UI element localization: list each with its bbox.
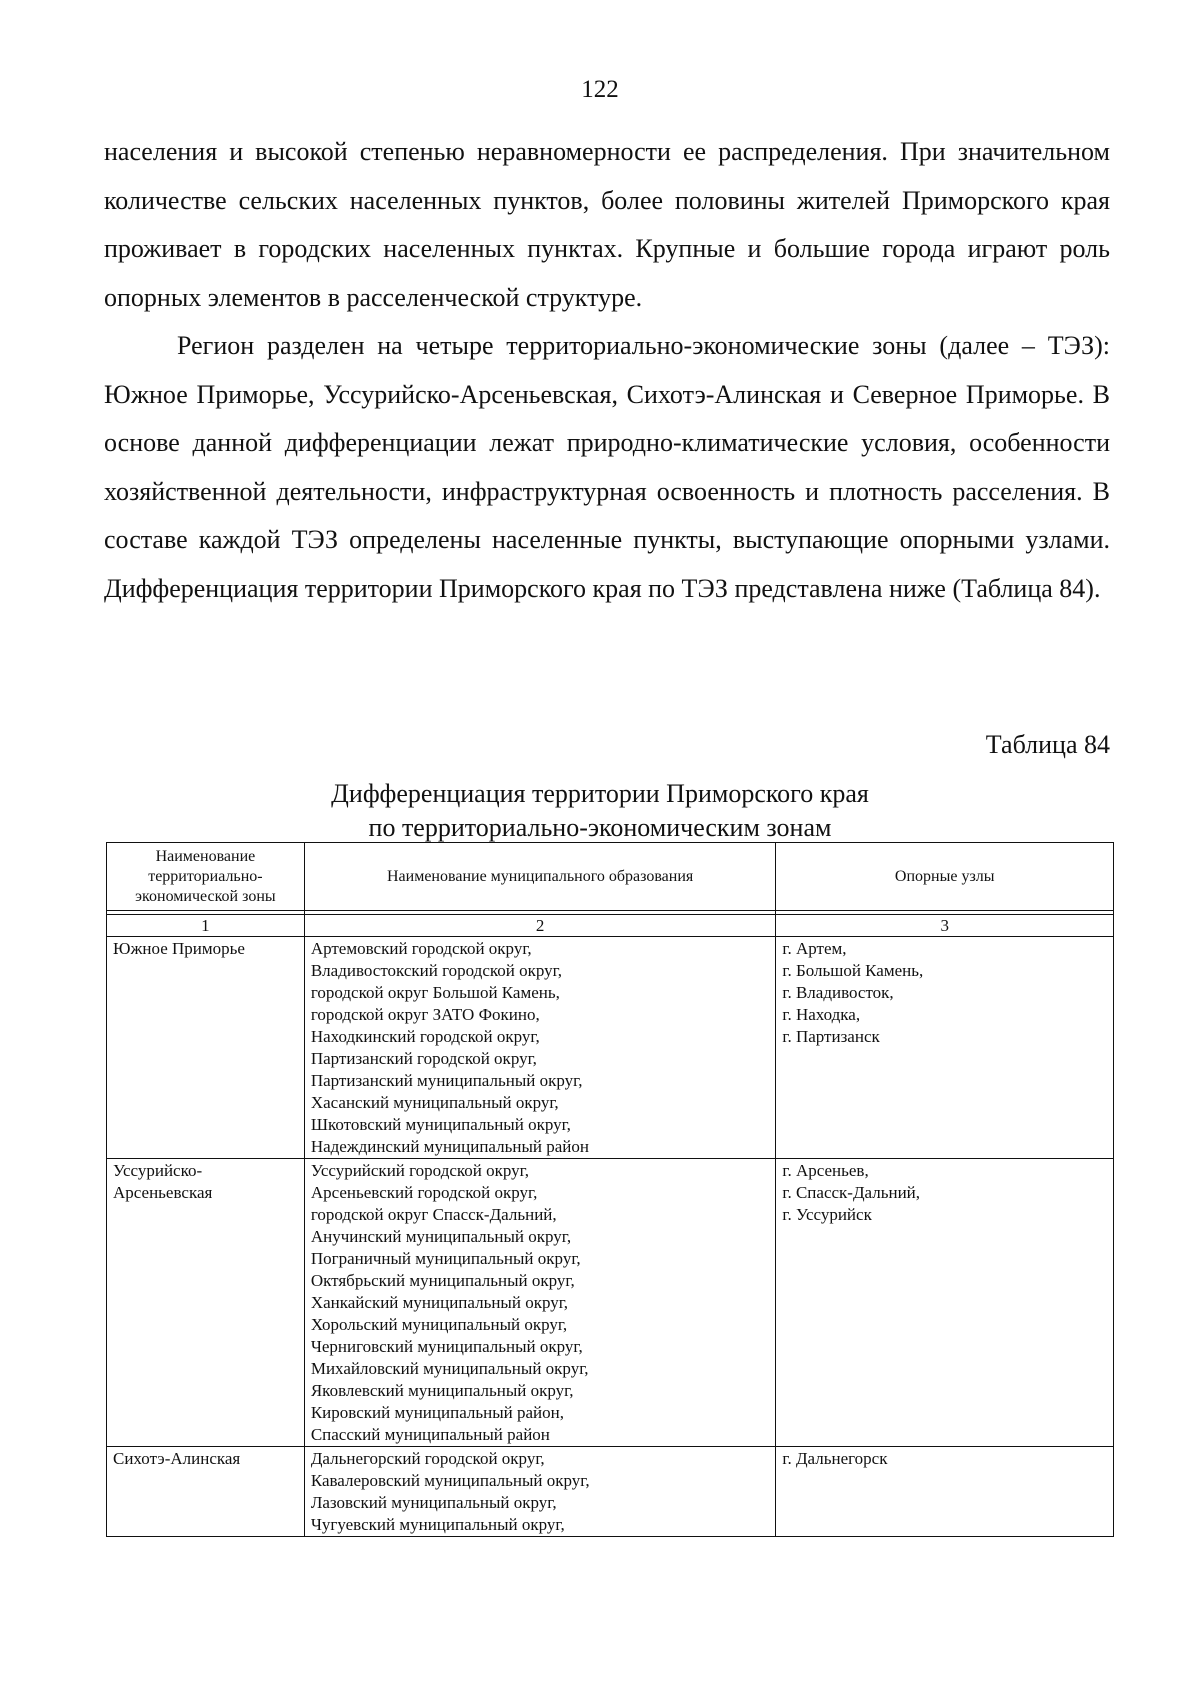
municipalities-cell xyxy=(304,937,776,1159)
node-city: г. Владивосток, xyxy=(782,983,894,1002)
paragraph: Регион разделен на четыре территориально-экономические зоны (далее – ТЭЗ): Южное Приморье, Уссурийско-Арсеньевская, Сихотэ-Алинская и Северное Приморье. В основе данной дифференциации лежат природно-климатические условия, особенности хозяйственной деятельности, инфраструктурная освоенность и плотность расселения. В составе каждой ТЭЗ определены населенные пункты, выступающие опорными узлами. Дифференциация территории Приморского края по ТЭЗ представлена ниже (Таблица 84). xyxy=(104,331,1110,603)
municipality-name: Лазовский муниципальный округ, xyxy=(310,1493,557,1512)
zone-name: Сихотэ-Алинская xyxy=(107,1447,305,1537)
body-text xyxy=(104,128,1110,613)
municipality-name: Хорольский муниципальный округ, xyxy=(310,1315,568,1334)
municipality-name: Артемовский городской округ, xyxy=(310,939,532,958)
municipalities-cell xyxy=(304,1447,776,1537)
column-number-row xyxy=(107,915,1114,937)
municipality-name: Яковлевский муниципальный округ, xyxy=(310,1381,574,1400)
municipality-name: Уссурийский городской округ, xyxy=(310,1161,529,1180)
municipality-name: Партизанский городской округ, xyxy=(310,1049,537,1068)
nodes-cell xyxy=(776,1447,1114,1537)
municipality-name: Пограничный муниципальный округ, xyxy=(310,1249,581,1268)
municipality-name: Ханкайский муниципальный округ, xyxy=(310,1293,569,1312)
municipality-name: Чугуевский муниципальный округ, xyxy=(310,1515,565,1534)
municipality-name: Михайловский муниципальный округ, xyxy=(310,1359,589,1378)
table-row xyxy=(107,937,1114,1159)
municipality-name: Октябрьский муниципальный округ, xyxy=(310,1271,575,1290)
zone-name: Южное Приморье xyxy=(107,937,305,1159)
municipality-name: Находкинский городской округ, xyxy=(310,1027,540,1046)
paragraph: населения и высокой степенью неравномерности ее распределения. При значительном количестве сельских населенных пунктов, более половины жителей Приморского края проживает в городских населенных пунктах. Крупные и большие города играют роль опорных элементов в расселенческой структуре. xyxy=(104,137,1110,312)
table-label: Таблица 84 xyxy=(985,730,1110,759)
municipalities-cell xyxy=(304,1159,776,1447)
municipality-name: городской округ Большой Камень, xyxy=(310,983,560,1002)
header-cell: Опорные узлы xyxy=(776,843,1114,911)
node-city: г. Находка, xyxy=(782,1005,861,1024)
municipality-name: Спасский муниципальный район xyxy=(310,1425,550,1444)
municipality-name: Кавалеровский муниципальный округ, xyxy=(310,1471,590,1490)
node-city: г. Спасск-Дальний, xyxy=(782,1183,921,1202)
zone-name: Уссурийско-Арсеньевская xyxy=(107,1159,305,1447)
node-city: г. Партизанск xyxy=(782,1027,880,1046)
municipality-name: Хасанский муниципальный округ, xyxy=(310,1093,559,1112)
header-cell: Наименование территориально-экономической зоны xyxy=(107,843,305,911)
table-row xyxy=(107,1159,1114,1447)
node-city: г. Дальнегорск xyxy=(782,1449,888,1468)
node-city: г. Арсеньев, xyxy=(782,1161,869,1180)
page-number: 122 xyxy=(581,76,619,103)
zones-table xyxy=(106,842,1114,1537)
municipality-name: Черниговский муниципальный округ, xyxy=(310,1337,583,1356)
column-number: 1 xyxy=(107,915,305,937)
municipality-name: Партизанский муниципальный округ, xyxy=(310,1071,583,1090)
nodes-cell xyxy=(776,937,1114,1159)
column-number: 3 xyxy=(776,915,1114,937)
municipality-name: Арсеньевский городской округ, xyxy=(310,1183,538,1202)
municipality-name: Кировский муниципальный район, xyxy=(310,1403,564,1422)
municipality-name: Шкотовский муниципальный округ, xyxy=(310,1115,571,1134)
node-city: г. Большой Камень, xyxy=(782,961,924,980)
table-row xyxy=(107,1447,1114,1537)
node-city: г. Артем, xyxy=(782,939,847,958)
municipality-name: Анучинский муниципальный округ, xyxy=(310,1227,572,1246)
municipality-name: городской округ Спасск-Дальний, xyxy=(310,1205,557,1224)
municipality-name: Владивостокский городской округ, xyxy=(310,961,562,980)
municipality-name: городской округ ЗАТО Фокино, xyxy=(310,1005,540,1024)
table-title xyxy=(0,777,1200,845)
node-city: г. Уссурийск xyxy=(782,1205,872,1224)
municipality-name: Дальнегорский городской округ, xyxy=(310,1449,545,1468)
header-cell: Наименование муниципального образования xyxy=(304,843,776,911)
nodes-cell xyxy=(776,1159,1114,1447)
column-number: 2 xyxy=(304,915,776,937)
table-header-row xyxy=(107,843,1114,911)
municipality-name: Надеждинский муниципальный район xyxy=(310,1137,589,1156)
table-title-line: Дифференциация территории Приморского края xyxy=(331,779,869,808)
table-title-line: по территориально-экономическим зонам xyxy=(368,813,832,842)
